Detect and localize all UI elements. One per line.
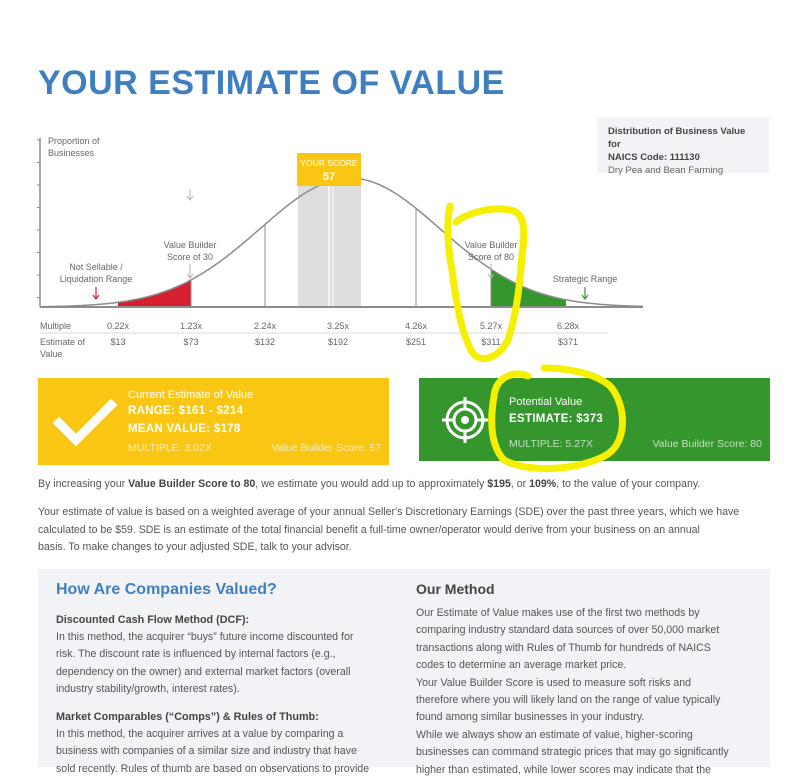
multiple-tick-label: 2.24x [253,321,277,331]
your-score-value: 57 [322,171,336,183]
multiple-tick-label: 0.22x [106,321,130,331]
current-range: RANGE: $161 - $214 [128,405,244,417]
estimate-tick-label: $13 [110,337,126,347]
distribution-info-box [597,117,769,176]
not-sellable-label: Not Sellable / [69,262,123,272]
multiple-tick-label: 1.23x [179,321,203,331]
score-increase-text: By increasing your Value Builder Score to 80, we estimate you would add up to approximately $195, or 109%, to the value of your company. [38,478,701,490]
info-industry: Dry Pea and Bean Farming [608,165,724,176]
arrow-down-icon [187,189,193,200]
our-method-text: Our Estimate of Value makes use of the first two methods by comparing industry standard data sources of over 50,000 market transactions along with Rules of Thumb for hundreds of NAICS codes to determine an average market price. Your Value Builder Score is used to measure soft risks and therefore where you will likely land on the range of value typically found among similar businesses in your industry. While we always show an estimate of value, higher-scoring businesses can command strategic prices that may go significantly higher than estimated, while lower scores may indicate that the [416,607,729,776]
estimate-tick-label: $132 [254,337,276,347]
added-value: $195 [487,478,511,490]
y-axis-label: Proportion of [48,136,100,146]
multiple-row-label: Multiple [40,321,72,331]
your-score-label: YOUR SCORE [300,158,358,168]
multiple-tick-label: 5.27x [479,321,503,331]
multiple-tick-label: 3.25x [326,321,350,331]
y-axis-label: Businesses [48,148,95,158]
current-multiple: MULTIPLE: 3.02X [128,442,212,454]
comps-text: In this method, the acquirer arrives at a value by comparing a business with companies of a similar size and industry that have sold recently. Rules of thumb are based on observations to provide [56,728,370,775]
potential-score: Value Builder Score: 80 [652,438,762,450]
not-sellable-label: Liquidation Range [59,274,133,284]
score80-label: Value Builder [464,240,518,250]
target-score: Value Builder Score to 80 [128,478,256,490]
current-estimate-card [38,378,389,465]
score80-label: Score of 80 [467,252,515,262]
info-title: Distribution of Business Value for [608,126,746,150]
multiples-row [107,321,580,331]
estimate-row-label: Estimate of [40,337,86,347]
arrow-down-icon [93,287,99,299]
arrow-down-icon [582,287,588,299]
estimate-tick-label: $371 [557,337,579,347]
comps-heading: Market Comparables (“Comps”) & Rules of Thumb: [56,711,319,723]
checkmark-icon [54,400,116,446]
multiple-tick-label: 6.28x [556,321,580,331]
valuation-methods-panel [38,569,770,776]
estimate-row-label: Value [40,349,63,359]
multiple-tick-label: 4.26x [404,321,428,331]
added-percent: 109% [529,478,557,490]
arrow-down-icon [187,264,193,278]
score30-label: Value Builder [163,240,217,250]
score30-label: Score of 30 [166,252,214,262]
estimate-tick-label: $311 [481,337,501,347]
estimate-tick-label: $251 [405,337,427,347]
estimates-row [110,337,578,347]
target-icon [435,395,495,445]
how-companies-valued-heading: How Are Companies Valued? [56,581,277,598]
current-mean-value: MEAN VALUE: $178 [128,423,241,435]
page-title: YOUR ESTIMATE OF VALUE [38,64,505,102]
potential-estimate: ESTIMATE: $373 [509,413,604,425]
potential-value-title: Potential Value [509,396,583,408]
our-method-heading: Our Method [416,581,495,597]
info-naics-code: NAICS Code: 111130 [608,152,700,163]
sde-explanation: Your estimate of value is based on a weighted average of your annual Seller's Discretionary Earnings (SDE) over the past three years, which we have calculated to be $59. SDE is an estimate of the total financial benefit a full-time owner/operator would derive from your business on an annual basis. To make changes to your adjusted SDE, talk to your advisor. [38,506,740,553]
dcf-text: In this method, the acquirer “buys” future income discounted for risk. The discount rate is influenced by internal factors (e.g., dependency on the owner) and external market factors (overall industry stability/growth, interest rates). [56,631,354,696]
dcf-heading: Discounted Cash Flow Method (DCF): [56,614,250,626]
current-estimate-title: Current Estimate of Value [128,389,254,401]
estimate-tick-label: $192 [327,337,349,347]
strategic-label: Strategic Range [552,274,618,284]
estimate-tick-label: $73 [183,337,199,347]
current-score: Value Builder Score: 57 [271,442,381,454]
potential-multiple: MULTIPLE: 5.27X [509,438,593,450]
potential-value-card [419,378,770,461]
